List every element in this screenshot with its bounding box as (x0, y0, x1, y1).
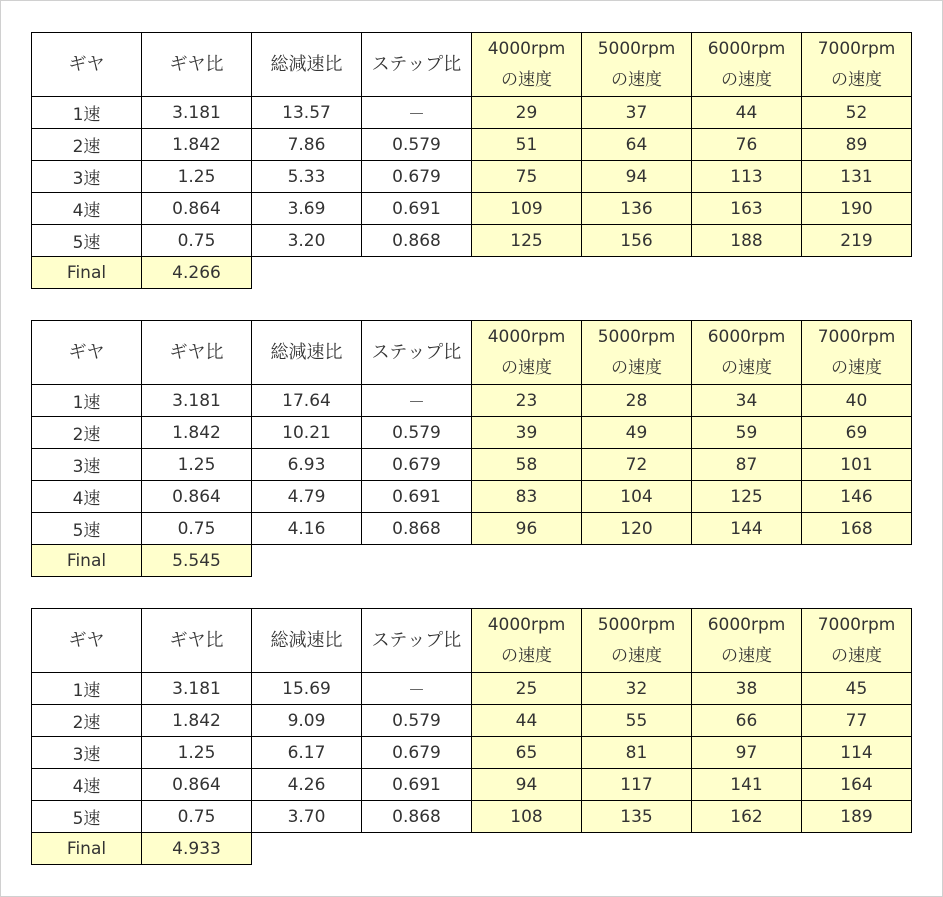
speed-cell: 23 (472, 385, 582, 417)
table-row (32, 737, 912, 769)
speed-cell: 44 (692, 97, 802, 129)
header-speed-5000: 5000rpm の速度 (582, 321, 692, 385)
speed-cell: 94 (472, 769, 582, 801)
speed-cell: 49 (582, 417, 692, 449)
speed-cell: 44 (472, 705, 582, 737)
speed-cell: 64 (582, 129, 692, 161)
gear-cell: 4速 (32, 193, 142, 225)
speed-cell: 59 (692, 417, 802, 449)
speed-cell: 189 (802, 801, 912, 833)
total-ratio-cell: 6.17 (252, 737, 362, 769)
step-ratio-cell: 0.679 (362, 161, 472, 193)
ratio-cell: 1.842 (142, 417, 252, 449)
speed-cell: 39 (472, 417, 582, 449)
speed-cell: 94 (582, 161, 692, 193)
step-ratio-cell: 0.579 (362, 705, 472, 737)
speed-cell: 219 (802, 225, 912, 257)
gear-cell: 4速 (32, 481, 142, 513)
speed-cell: 120 (582, 513, 692, 545)
speed-cell: 32 (582, 673, 692, 705)
speed-cell: 97 (692, 737, 802, 769)
ratio-cell: 1.842 (142, 705, 252, 737)
speed-cell: 125 (472, 225, 582, 257)
table-row (32, 129, 912, 161)
speed-cell: 51 (472, 129, 582, 161)
speed-cell: 58 (472, 449, 582, 481)
total-ratio-cell: 5.33 (252, 161, 362, 193)
speed-cell: 72 (582, 449, 692, 481)
step-ratio-cell: － (362, 97, 472, 129)
header-step-ratio: ステップ比 (362, 33, 472, 97)
speed-cell: 69 (802, 417, 912, 449)
table-row (32, 673, 912, 705)
ratio-cell: 3.181 (142, 673, 252, 705)
gear-cell: 2速 (32, 129, 142, 161)
ratio-cell: 3.181 (142, 97, 252, 129)
speed-cell: 117 (582, 769, 692, 801)
header-row (32, 609, 912, 673)
step-ratio-cell: 0.868 (362, 225, 472, 257)
final-ratio-value: 5.545 (142, 545, 252, 577)
speed-cell: 168 (802, 513, 912, 545)
gear-cell: 5速 (32, 801, 142, 833)
total-ratio-cell: 3.70 (252, 801, 362, 833)
ratio-cell: 1.25 (142, 737, 252, 769)
ratio-cell: 0.864 (142, 481, 252, 513)
table-row (32, 193, 912, 225)
speed-cell: 144 (692, 513, 802, 545)
header-gear: ギヤ (32, 609, 142, 673)
gear-cell: 2速 (32, 705, 142, 737)
step-ratio-cell: 0.691 (362, 193, 472, 225)
final-ratio-value: 4.266 (142, 257, 252, 289)
gear-cell: 5速 (32, 513, 142, 545)
header-speed-6000: 6000rpm の速度 (692, 33, 802, 97)
header-ratio: ギヤ比 (142, 33, 252, 97)
gear-cell: 5速 (32, 225, 142, 257)
gear-ratio-table (31, 608, 912, 865)
header-step-ratio: ステップ比 (362, 609, 472, 673)
gear-ratio-table (31, 32, 912, 289)
total-ratio-cell: 10.21 (252, 417, 362, 449)
final-label: Final (32, 833, 142, 865)
speed-cell: 101 (802, 449, 912, 481)
table-row (32, 225, 912, 257)
speed-cell: 29 (472, 97, 582, 129)
total-ratio-cell: 3.69 (252, 193, 362, 225)
header-row (32, 33, 912, 97)
speed-cell: 52 (802, 97, 912, 129)
speed-cell: 163 (692, 193, 802, 225)
table-row (32, 417, 912, 449)
step-ratio-cell: 0.691 (362, 769, 472, 801)
header-ratio: ギヤ比 (142, 609, 252, 673)
gear-ratio-table (31, 320, 912, 577)
speed-cell: 83 (472, 481, 582, 513)
step-ratio-cell: 0.868 (362, 801, 472, 833)
total-ratio-cell: 7.86 (252, 129, 362, 161)
table-row (32, 513, 912, 545)
gear-cell: 4速 (32, 769, 142, 801)
speed-cell: 164 (802, 769, 912, 801)
speed-cell: 156 (582, 225, 692, 257)
total-ratio-cell: 15.69 (252, 673, 362, 705)
gear-cell: 3速 (32, 161, 142, 193)
header-gear: ギヤ (32, 33, 142, 97)
speed-cell: 28 (582, 385, 692, 417)
table-row (32, 97, 912, 129)
speed-cell: 113 (692, 161, 802, 193)
speed-cell: 109 (472, 193, 582, 225)
step-ratio-cell: 0.679 (362, 449, 472, 481)
speed-cell: 114 (802, 737, 912, 769)
speed-cell: 65 (472, 737, 582, 769)
total-ratio-cell: 4.16 (252, 513, 362, 545)
speed-cell: 87 (692, 449, 802, 481)
speed-cell: 66 (692, 705, 802, 737)
speed-cell: 38 (692, 673, 802, 705)
gear-cell: 1速 (32, 385, 142, 417)
ratio-cell: 1.842 (142, 129, 252, 161)
gear-cell: 3速 (32, 449, 142, 481)
header-speed-7000: 7000rpm の速度 (802, 33, 912, 97)
speed-cell: 96 (472, 513, 582, 545)
gear-cell: 1速 (32, 673, 142, 705)
final-row (32, 545, 912, 577)
step-ratio-cell: 0.579 (362, 417, 472, 449)
table-row (32, 801, 912, 833)
speed-cell: 40 (802, 385, 912, 417)
header-row (32, 321, 912, 385)
table-row (32, 385, 912, 417)
total-ratio-cell: 4.26 (252, 769, 362, 801)
speed-cell: 131 (802, 161, 912, 193)
table-row (32, 705, 912, 737)
speed-cell: 55 (582, 705, 692, 737)
speed-cell: 37 (582, 97, 692, 129)
speed-cell: 188 (692, 225, 802, 257)
header-total-ratio: 総減速比 (252, 33, 362, 97)
total-ratio-cell: 6.93 (252, 449, 362, 481)
header-speed-7000: 7000rpm の速度 (802, 609, 912, 673)
header-speed-7000: 7000rpm の速度 (802, 321, 912, 385)
total-ratio-cell: 4.79 (252, 481, 362, 513)
ratio-cell: 0.75 (142, 513, 252, 545)
gear-cell: 3速 (32, 737, 142, 769)
speed-cell: 141 (692, 769, 802, 801)
speed-cell: 162 (692, 801, 802, 833)
speed-cell: 108 (472, 801, 582, 833)
final-label: Final (32, 545, 142, 577)
ratio-cell: 0.75 (142, 225, 252, 257)
total-ratio-cell: 17.64 (252, 385, 362, 417)
header-speed-6000: 6000rpm の速度 (692, 609, 802, 673)
speed-cell: 190 (802, 193, 912, 225)
table-row (32, 161, 912, 193)
final-ratio-value: 4.933 (142, 833, 252, 865)
header-speed-6000: 6000rpm の速度 (692, 321, 802, 385)
total-ratio-cell: 13.57 (252, 97, 362, 129)
ratio-cell: 3.181 (142, 385, 252, 417)
table-row (32, 481, 912, 513)
header-speed-5000: 5000rpm の速度 (582, 33, 692, 97)
speed-cell: 76 (692, 129, 802, 161)
header-speed-4000: 4000rpm の速度 (472, 33, 582, 97)
header-speed-4000: 4000rpm の速度 (472, 609, 582, 673)
step-ratio-cell: － (362, 385, 472, 417)
speed-cell: 104 (582, 481, 692, 513)
ratio-cell: 0.75 (142, 801, 252, 833)
speed-cell: 77 (802, 705, 912, 737)
ratio-cell: 0.864 (142, 193, 252, 225)
gear-cell: 2速 (32, 417, 142, 449)
header-step-ratio: ステップ比 (362, 321, 472, 385)
speed-cell: 81 (582, 737, 692, 769)
total-ratio-cell: 9.09 (252, 705, 362, 737)
speed-cell: 125 (692, 481, 802, 513)
speed-cell: 45 (802, 673, 912, 705)
step-ratio-cell: 0.691 (362, 481, 472, 513)
speed-cell: 146 (802, 481, 912, 513)
final-label: Final (32, 257, 142, 289)
final-row (32, 257, 912, 289)
step-ratio-cell: 0.679 (362, 737, 472, 769)
ratio-cell: 1.25 (142, 161, 252, 193)
table-row (32, 449, 912, 481)
header-speed-5000: 5000rpm の速度 (582, 609, 692, 673)
step-ratio-cell: － (362, 673, 472, 705)
header-ratio: ギヤ比 (142, 321, 252, 385)
total-ratio-cell: 3.20 (252, 225, 362, 257)
speed-cell: 34 (692, 385, 802, 417)
speed-cell: 135 (582, 801, 692, 833)
ratio-cell: 1.25 (142, 449, 252, 481)
speed-cell: 136 (582, 193, 692, 225)
ratio-cell: 0.864 (142, 769, 252, 801)
header-total-ratio: 総減速比 (252, 321, 362, 385)
speed-cell: 75 (472, 161, 582, 193)
step-ratio-cell: 0.579 (362, 129, 472, 161)
gear-cell: 1速 (32, 97, 142, 129)
final-row (32, 833, 912, 865)
header-speed-4000: 4000rpm の速度 (472, 321, 582, 385)
header-gear: ギヤ (32, 321, 142, 385)
speed-cell: 89 (802, 129, 912, 161)
step-ratio-cell: 0.868 (362, 513, 472, 545)
table-row (32, 769, 912, 801)
header-total-ratio: 総減速比 (252, 609, 362, 673)
speed-cell: 25 (472, 673, 582, 705)
